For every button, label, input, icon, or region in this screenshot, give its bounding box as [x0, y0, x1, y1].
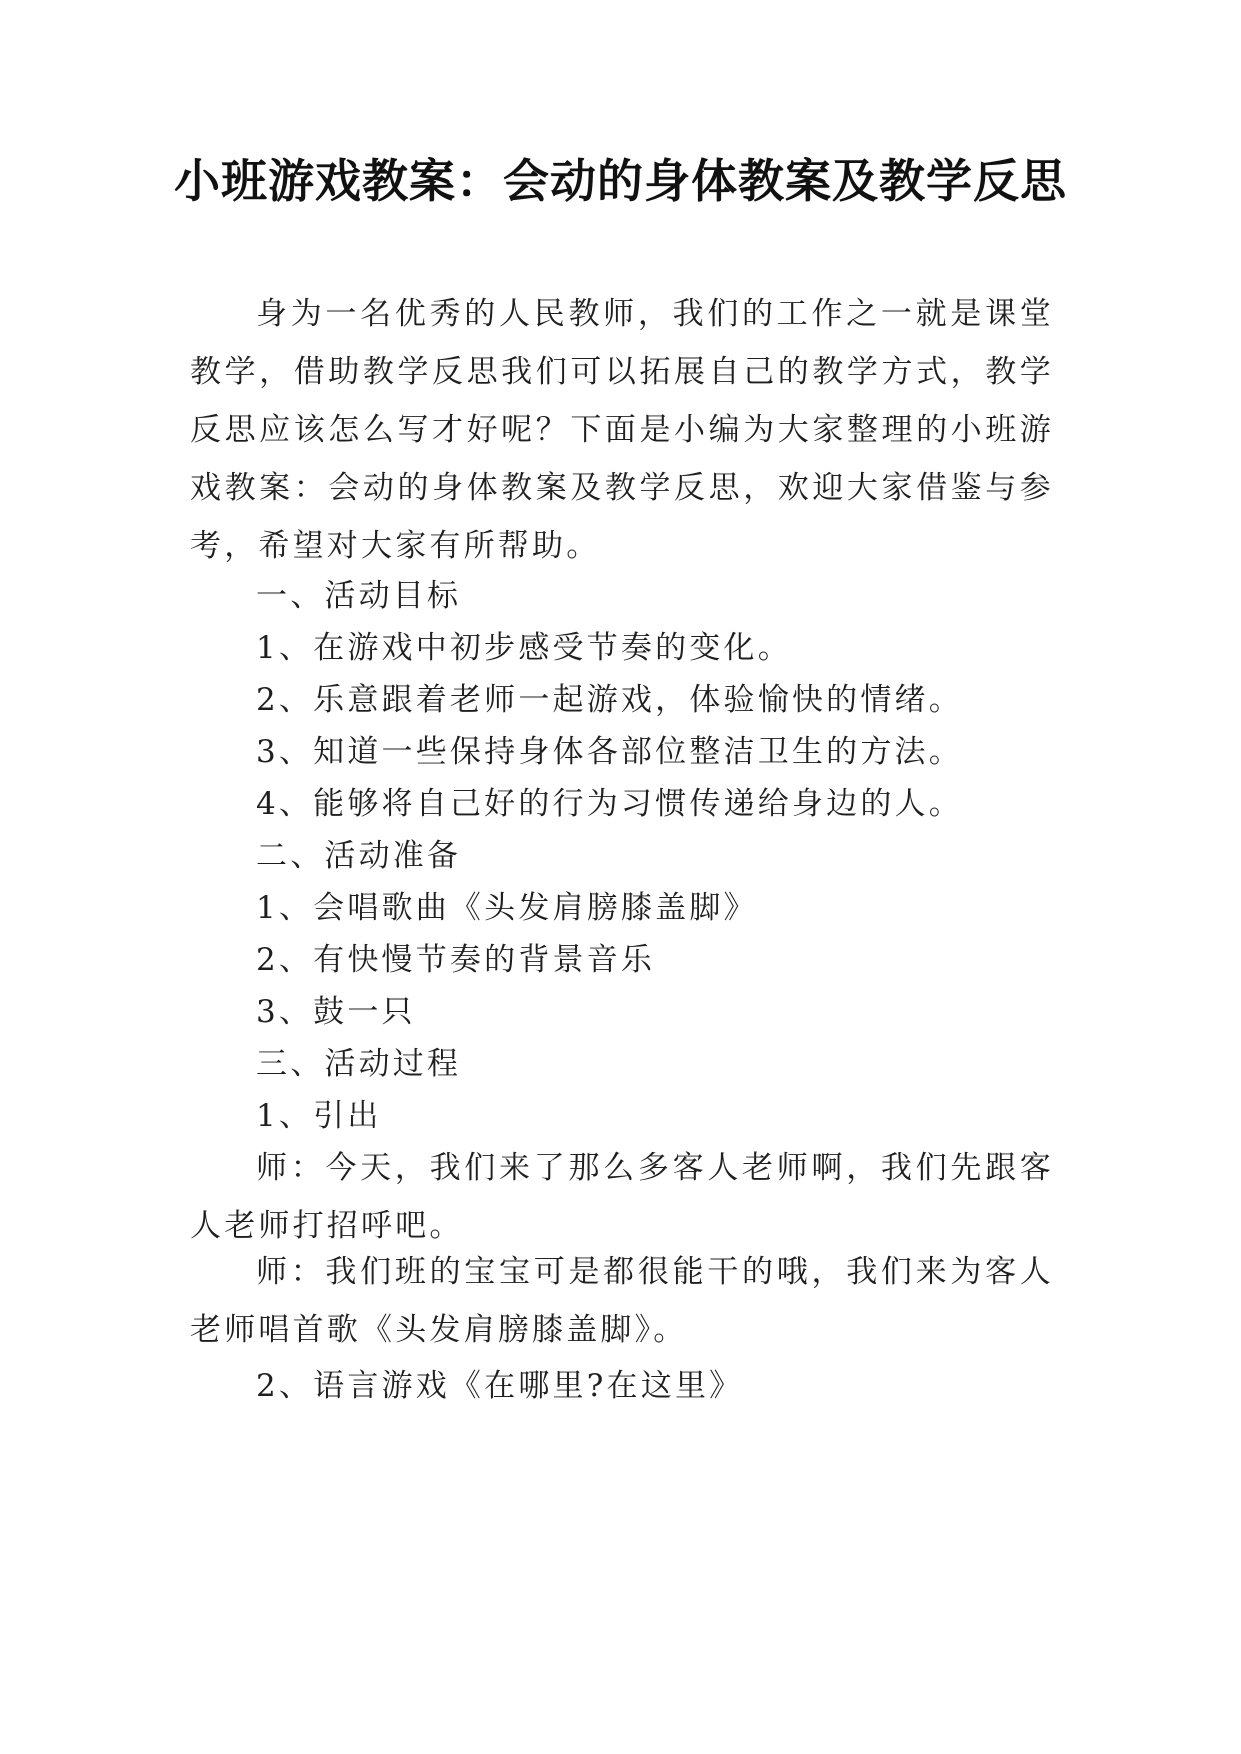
teacher-dialogue-2: 师：我们班的宝宝可是都很能干的哦，我们来为客人老师唱首歌《头发肩膀膝盖脚》。: [190, 1254, 1054, 1348]
preparation-item-1: 1、会唱歌曲《头发肩膀膝盖脚》: [256, 890, 758, 926]
intro-paragraph: 身为一名优秀的人民教师，我们的工作之一就是课堂教学，借助教学反思我们可以拓展自己的教学方式，教学反思应该怎么写才好呢？下面是小编为大家整理的小班游戏教案：会动的身体教案及教学反思，欢迎大家借鉴与参考，希望对大家有所帮助。: [190, 296, 1054, 564]
section-heading-preparation: 二、活动准备: [256, 838, 462, 874]
process-step-1: 1、引出: [256, 1098, 382, 1134]
teacher-dialogue-1: 师：今天，我们来了那么多客人老师啊，我们先跟客人老师打招呼吧。: [190, 1150, 1054, 1244]
goal-item-4: 4、能够将自己好的行为习惯传递给身边的人。: [256, 786, 963, 822]
section-heading-goals: 一、活动目标: [256, 578, 462, 614]
preparation-item-3: 3、鼓一只: [256, 994, 416, 1030]
preparation-item-2: 2、有快慢节奏的背景音乐: [256, 942, 656, 978]
goal-item-1: 1、在游戏中初步感受节奏的变化。: [256, 630, 792, 666]
goal-item-3: 3、知道一些保持身体各部位整洁卫生的方法。: [256, 734, 963, 770]
section-heading-process: 三、活动过程: [256, 1046, 462, 1082]
process-step-2: 2、语言游戏《在哪里?在这里》: [256, 1368, 744, 1404]
document-title: 小班游戏教案：会动的身体教案及教学反思: [174, 154, 1067, 208]
goal-item-2: 2、乐意跟着老师一起游戏，体验愉快的情绪。: [256, 682, 963, 718]
